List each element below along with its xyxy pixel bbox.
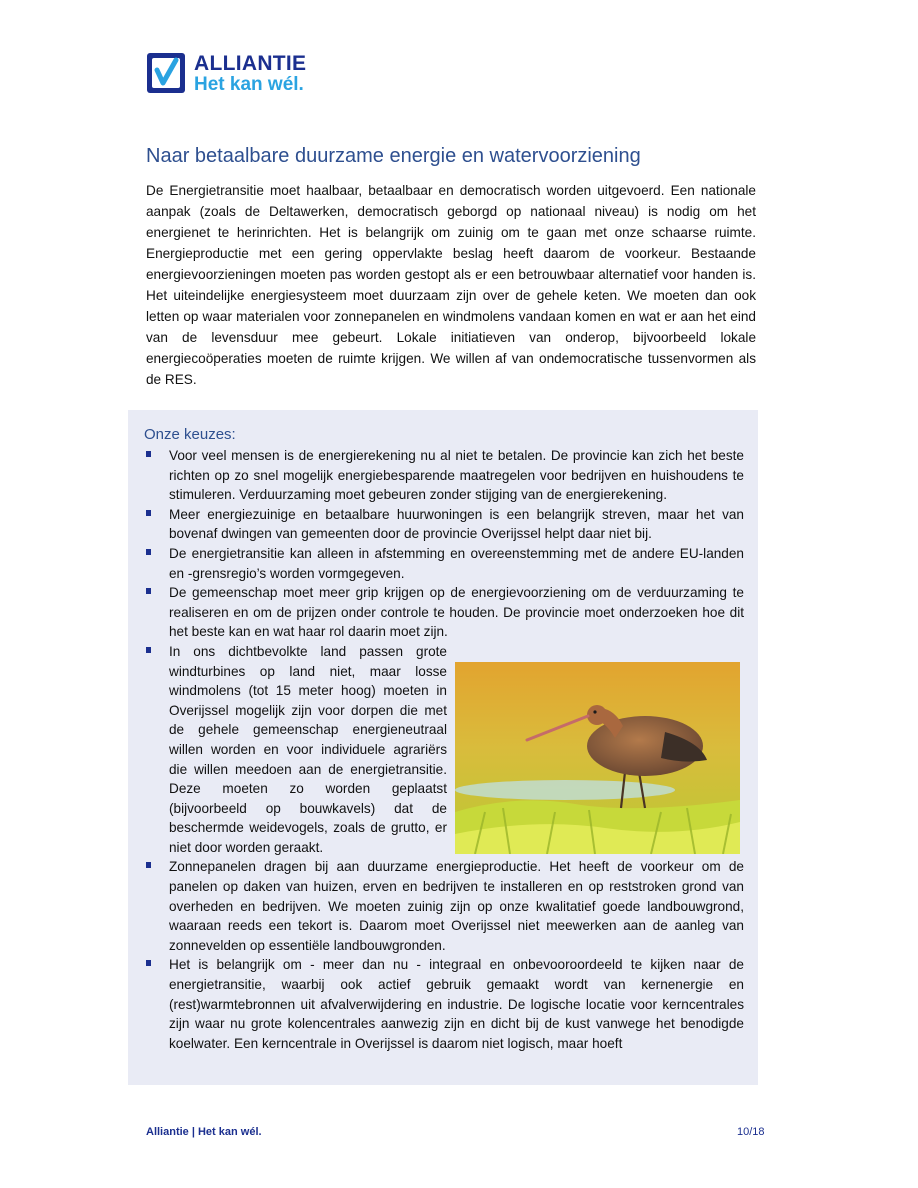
choice-item (146, 544, 744, 583)
choice-item (146, 857, 744, 955)
logo-name: ALLIANTIE (194, 51, 307, 75)
choice-text: Het is belangrijk om - meer dan nu - integraal en onbevooroordeeld te kijken naar de energietransitie, waarbij ook actief gebruik gemaakt wordt van kernenergie en (rest)warmtebronnen uit afvalverwijdering en industrie. De logische locatie voor kerncentrales zijn waar nu grote kolencentrales aanwezig zijn en dicht bij de kust vanwege het benodigde koelwater. Een kerncentrale in Overijssel is daarom niet logisch, maar hoeft (169, 957, 744, 1051)
choice-item (146, 446, 744, 505)
bullet-icon (146, 647, 151, 653)
choice-text: Voor veel mensen is de energierekening nu al niet te betalen. De provincie kan zich het beste richten op zo snel mogelijk energiebesparende maatregelen voor bedrijven en huishoudens te stimuleren. Verduurzaming moet gebeuren zonder stijging van de energierekening. (169, 448, 744, 503)
section-title: Naar betaalbare duurzame energie en watervoorziening (146, 145, 641, 167)
bullet-icon (146, 451, 151, 457)
bullet-icon (146, 862, 151, 868)
intro-paragraph: De Energietransitie moet haalbaar, betaalbaar en democratisch worden uitgevoerd. Een nationale aanpak (zoals de Deltawerken, democratisch geborgd op nationaal niveau) is nodig om het energienet te herinrichten. Het is belangrijk om zuinig om te gaan met onze schaarse ruimte. Energieproductie met een gering oppervlakte beslag heeft daarom de voorkeur. Bestaande energievoorzieningen moeten pas worden gestopt als er een betrouwbaar alternatief voor handen is. Het uiteindelijke energiesysteem moet duurzaam zijn over de gehele keten. We moeten dan ook letten op waar materialen voor zonnepanelen en windmolens vandaan komen en wat er aan het eind van de levensduur mee gebeurt. Lokale initiatieven van onderop, bijvoorbeeld lokale energiecoöperaties moeten de ruimte krijgen. We willen af van ondemocratische tussenvormen als de RES. (146, 183, 756, 387)
checkmark-logo-icon (146, 52, 186, 94)
choice-item (146, 583, 744, 642)
choice-text: In ons dichtbevolkte land passen grote windturbines op land niet, maar losse windmolens (tot 15 meter hoog) moeten in Overijssel mogelijk zijn voor dorpen die met de gehele gemeenschap energieneutraal willen worden en voor individuele agrariërs die willen meedoen aan de energietransitie. Deze moeten zo worden geplaatst (bijvoorbeeld op bouwkavels) dat de beschermde weidevogels, zoals de grutto, er niet door worden geraakt. (169, 643, 447, 855)
bullet-icon (146, 510, 151, 516)
choice-item (146, 505, 744, 544)
choice-text: De gemeenschap moet meer grip krijgen op de energievoorziening om de verduurzaming te realiseren en om de prijzen onder controle te houden. De provincie moet onderzoeken hoe dit het beste kan en wat haar rol daarin moet zijn. (169, 585, 744, 640)
choices-box (128, 410, 758, 1085)
godwit-bird-photo (455, 662, 740, 854)
choice-text: Zonnepanelen dragen bij aan duurzame energieproductie. Het heeft de voorkeur om de panelen op daken van huizen, erven en bedrijven te installeren en op reststroken grond van overheden en bedrijven. We moeten zuinig zijn op onze kwalitatief goede landbouwgrond, waaraan reeds een tekort is. Daarom moet Overijssel niet meewerken aan de aanleg van zonnevelden op essentiële landbouwgronden. (169, 859, 744, 953)
logo-slogan: Het kan wél. (194, 73, 304, 95)
footer-brand: Alliantie | Het kan wél. (146, 1126, 262, 1138)
page-number: 10/18 (737, 1126, 765, 1138)
bullet-icon (146, 549, 151, 555)
alliantie-logo (146, 52, 306, 94)
bullet-icon (146, 588, 151, 594)
choice-text: De energietransitie kan alleen in afstemming en overeenstemming met de andere EU-landen en -grensregio’s worden vormgegeven. (169, 545, 744, 581)
choice-item (146, 955, 744, 1053)
choices-heading: Onze keuzes: (144, 426, 236, 443)
bullet-icon (146, 960, 151, 966)
choice-text: Meer energiezuinige en betaalbare huurwoningen is een belangrijk streven, maar het van bovenaf dwingen van gemeenten door de provincie Overijssel helpt daar niet bij. (169, 506, 744, 542)
